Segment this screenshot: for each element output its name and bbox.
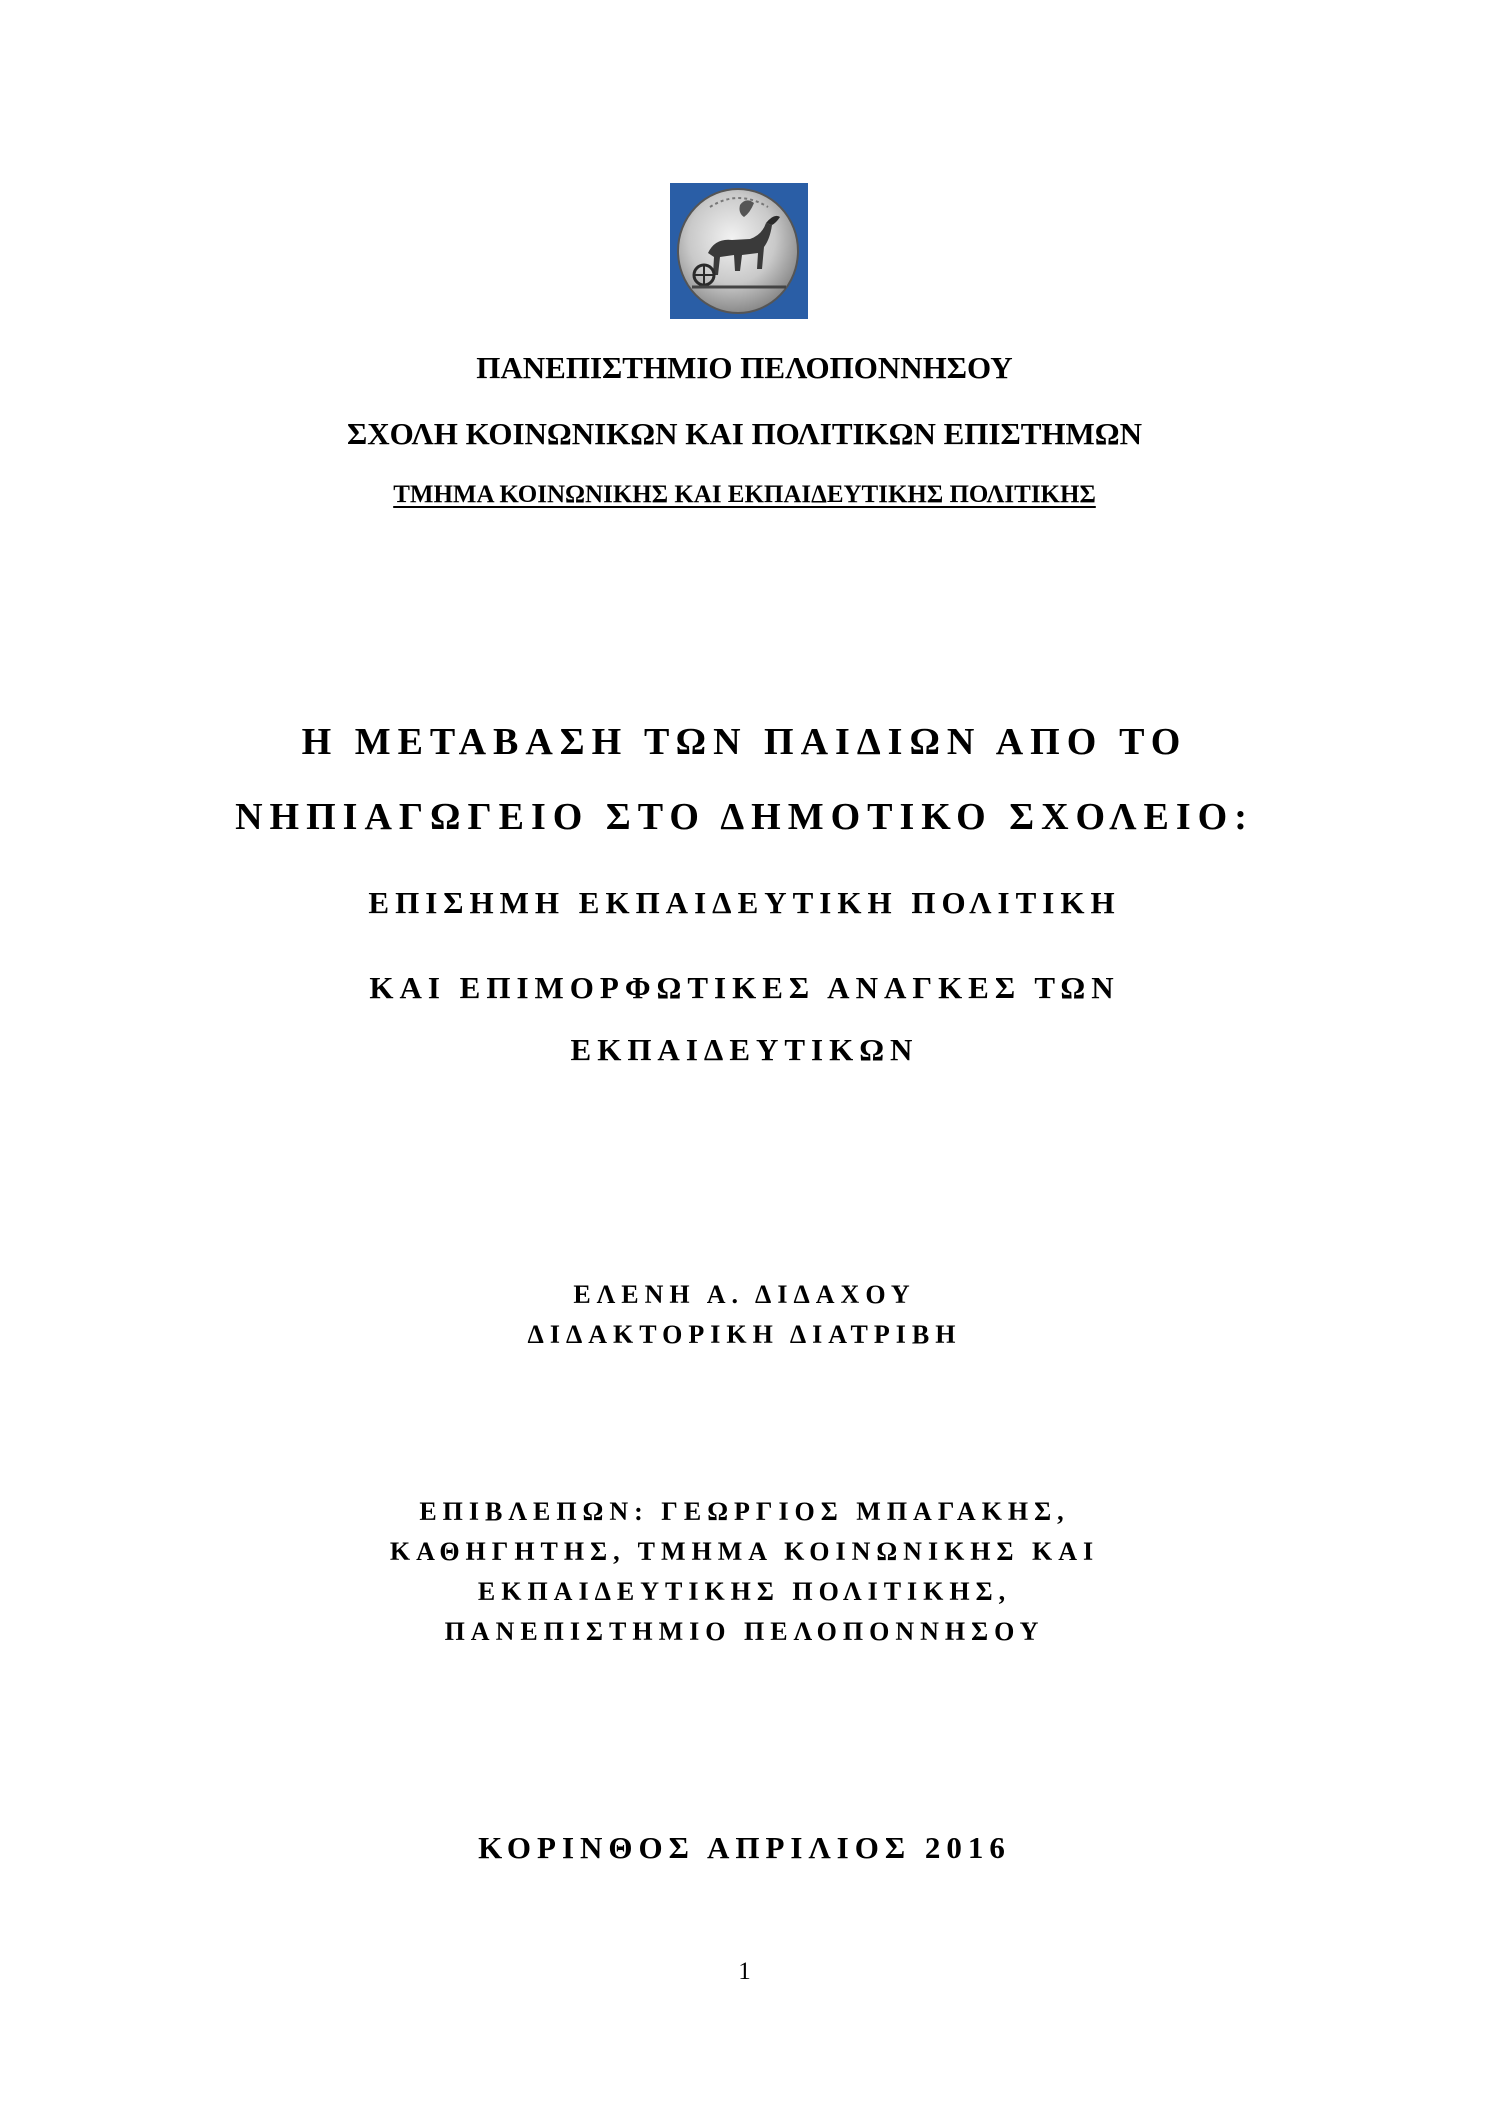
university-name: ΠΑΝΕΠΙΣΤΗΜΙΟ ΠΕΛΟΠΟΝΝΗΣΟΥ <box>476 350 1013 385</box>
department-name: ΤΜΗΜΑ ΚΟΙΝΩΝΙΚΗΣ ΚΑΙ ΕΚΠΑΙΔΕΥΤΙΚΗΣ ΠΟΛΙΤΙΚΗΣ <box>393 481 1096 508</box>
document-type: ΔΙΔΑΚΤΟΡΙΚΗ ΔΙΑΤΡΙΒΗ <box>527 1320 962 1349</box>
supervisor-line-1: ΕΠΙΒΛΕΠΩΝ: ΓΕΩΡΓΙΟΣ ΜΠΑΓΑΚΗΣ, <box>419 1497 1070 1526</box>
thesis-subtitle-line-3: ΕΚΠΑΙΔΕΥΤΙΚΩΝ <box>570 1032 919 1067</box>
place-and-date: ΚΟΡΙΝΘΟΣ ΑΠΡΙΛΙΟΣ 2016 <box>478 1830 1011 1865</box>
coin-emblem-icon <box>670 183 808 319</box>
supervisor-line-2: ΚΑΘΗΓΗΤΗΣ, ΤΜΗΜΑ ΚΟΙΝΩΝΙΚΗΣ ΚΑΙ <box>389 1537 1100 1566</box>
thesis-subtitle-line-1: ΕΠΙΣΗΜΗ ΕΚΠΑΙΔΕΥΤΙΚΗ ΠΟΛΙΤΙΚΗ <box>368 885 1121 920</box>
school-name: ΣΧΟΛΗ ΚΟΙΝΩΝΙΚΩΝ ΚΑΙ ΠΟΛΙΤΙΚΩΝ ΕΠΙΣΤΗΜΩΝ <box>346 416 1143 451</box>
supervisor-line-3: ΕΚΠΑΙΔΕΥΤΙΚΗΣ ΠΟΛΙΤΙΚΗΣ, <box>477 1577 1012 1606</box>
thesis-subtitle-line-2: ΚΑΙ ΕΠΙΜΟΡΦΩΤΙΚΕΣ ΑΝΑΓΚΕΣ ΤΩΝ <box>369 970 1120 1005</box>
supervisor-line-4: ΠΑΝΕΠΙΣΤΗΜΙΟ ΠΕΛΟΠΟΝΝΗΣΟΥ <box>444 1617 1045 1646</box>
thesis-title-line-1: Η ΜΕΤΑΒΑΣΗ ΤΩΝ ΠΑΙΔΙΩΝ ΑΠΟ ΤΟ <box>301 721 1188 763</box>
author-name: ΕΛΕΝΗ Α. ΔΙΔΑΧΟΥ <box>573 1280 916 1309</box>
thesis-title-line-2: ΝΗΠΙΑΓΩΓΕΙΟ ΣΤΟ ΔΗΜΟΤΙΚΟ ΣΧΟΛΕΙΟ: <box>235 796 1254 838</box>
page-number: 1 <box>738 1958 751 1985</box>
